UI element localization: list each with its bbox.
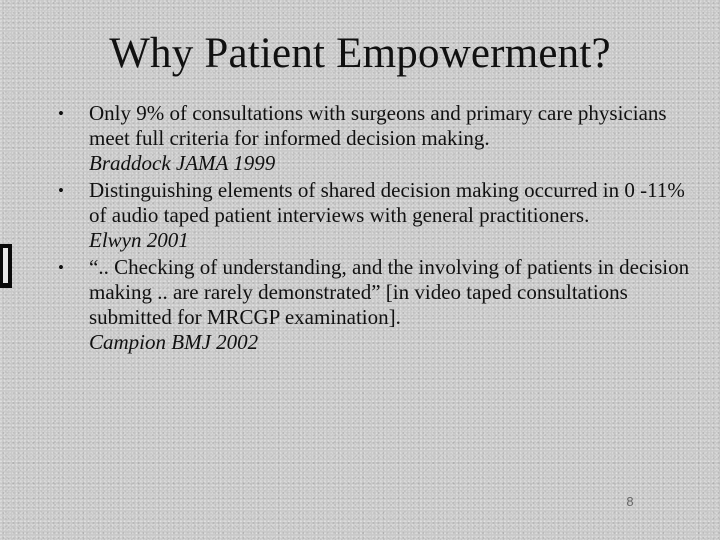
- side-bracket-marker: [0, 244, 12, 288]
- bullet-item: [58, 255, 698, 355]
- bullet-list: [58, 101, 698, 357]
- bullet-item: [58, 178, 698, 253]
- page-number: 8: [626, 494, 634, 509]
- bullet-text: Only 9% of consultations with surgeons and primary care physicians meet full criteria for informed decision making.: [89, 101, 667, 150]
- bullet-marker: •: [58, 258, 64, 277]
- citation: Elwyn 2001: [89, 228, 189, 252]
- side-bracket-marker-inner: [3, 248, 8, 283]
- bullet-marker: •: [58, 104, 64, 123]
- bullet-text: Distinguishing elements of shared decision making occurred in 0 -11% of audio taped patient interviews with general practitioners.: [89, 178, 685, 227]
- citation: Braddock JAMA 1999: [89, 151, 276, 175]
- citation: Campion BMJ 2002: [89, 330, 259, 354]
- bullet-item: [58, 101, 698, 176]
- slide-title: Why Patient Empowerment?: [109, 30, 611, 77]
- bullet-text: “.. Checking of understanding, and the involving of patients in decision making .. are rarely demonstrated” [in video taped consultations submitted for MRCGP examination].: [89, 255, 690, 329]
- bullet-marker: •: [58, 181, 64, 200]
